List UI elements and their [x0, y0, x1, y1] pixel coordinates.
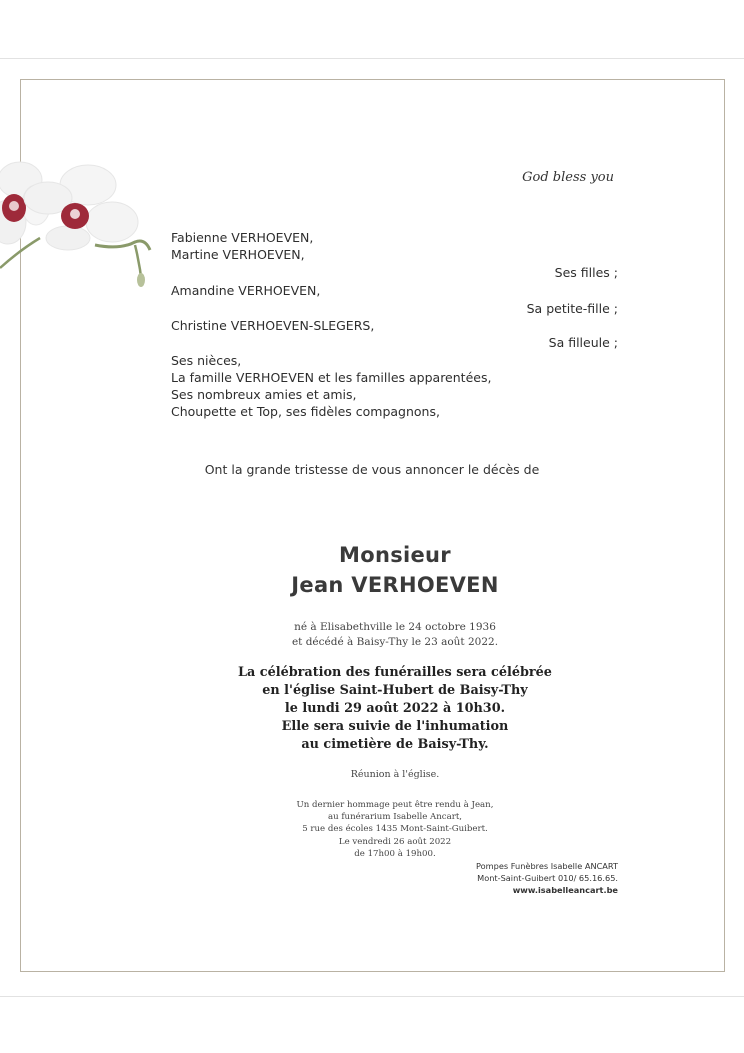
meeting-note: Réunion à l'église.: [350, 769, 440, 780]
family-line-granddaughter: Amandine VERHOEVEN,: [171, 283, 321, 298]
death-date: et décédé à Baisy-Thy le 23 août 2022.: [291, 636, 499, 648]
relation-daughters: Ses filles ;: [554, 265, 618, 280]
family-line-daughter-2: Martine VERHOEVEN,: [171, 247, 305, 262]
family-line-nieces: Ses nièces,: [171, 353, 242, 368]
ceremony-line: au cimetière de Baisy-Thy.: [301, 737, 489, 752]
visitation-line: de 17h00 à 19h00.: [354, 848, 436, 859]
family-line-friends: Ses nombreux amies et amis,: [171, 387, 357, 402]
visitation-line: au funérarium Isabelle Ancart,: [327, 812, 463, 823]
deceased-name-block: [0, 540, 744, 600]
visitation-line: Un dernier hommage peut être rendu à Jean,: [296, 800, 494, 810]
birth-date: né à Elisabethville le 24 octobre 1936: [294, 621, 496, 633]
ceremony-line: en l'église Saint-Hubert de Baisy-Thy: [262, 683, 528, 698]
deceased-title: Monsieur: [339, 543, 451, 567]
visitation-details: [0, 799, 744, 860]
orchid-flower-image: [0, 150, 175, 295]
death-announcement: Ont la grande tristesse de vous annoncer le décès de: [204, 462, 540, 477]
visitation-line: 5 rue des écoles 1435 Mont-Saint-Guibert.: [302, 824, 488, 835]
blessing-text: God bless you: [522, 170, 614, 185]
ceremony-line: La célébration des funérailles sera célébrée: [238, 665, 552, 680]
deceased-name: Jean VERHOEVEN: [291, 573, 499, 597]
funeral-home-website: www.isabelleancart.be: [512, 885, 618, 896]
ceremony-details: [0, 664, 744, 754]
funeral-home-name: Pompes Funèbres Isabelle ANCART: [476, 861, 618, 871]
visitation-line: Le vendredi 26 août 2022: [338, 836, 452, 847]
relation-granddaughter: Sa petite-fille ;: [526, 301, 618, 316]
family-line-goddaughter: Christine VERHOEVEN-SLEGERS,: [171, 318, 375, 333]
relation-goddaughter: Sa filleule ;: [548, 335, 618, 350]
ceremony-line: le lundi 29 août 2022 à 10h30.: [284, 701, 506, 716]
family-line-family: La famille VERHOEVEN et les familles apparentées,: [171, 370, 492, 385]
top-scan-line: [0, 58, 744, 59]
family-line-pets: Choupette et Top, ses fidèles compagnons,: [171, 404, 440, 419]
life-dates: [0, 620, 744, 650]
family-line-daughter-1: Fabienne VERHOEVEN,: [171, 230, 314, 245]
funeral-home-credit: [476, 860, 618, 897]
bottom-scan-line: [0, 996, 744, 997]
ceremony-line: Elle sera suivie de l'inhumation: [281, 719, 509, 734]
funeral-home-address: Mont-Saint-Guibert 010/ 65.16.65.: [477, 873, 618, 884]
